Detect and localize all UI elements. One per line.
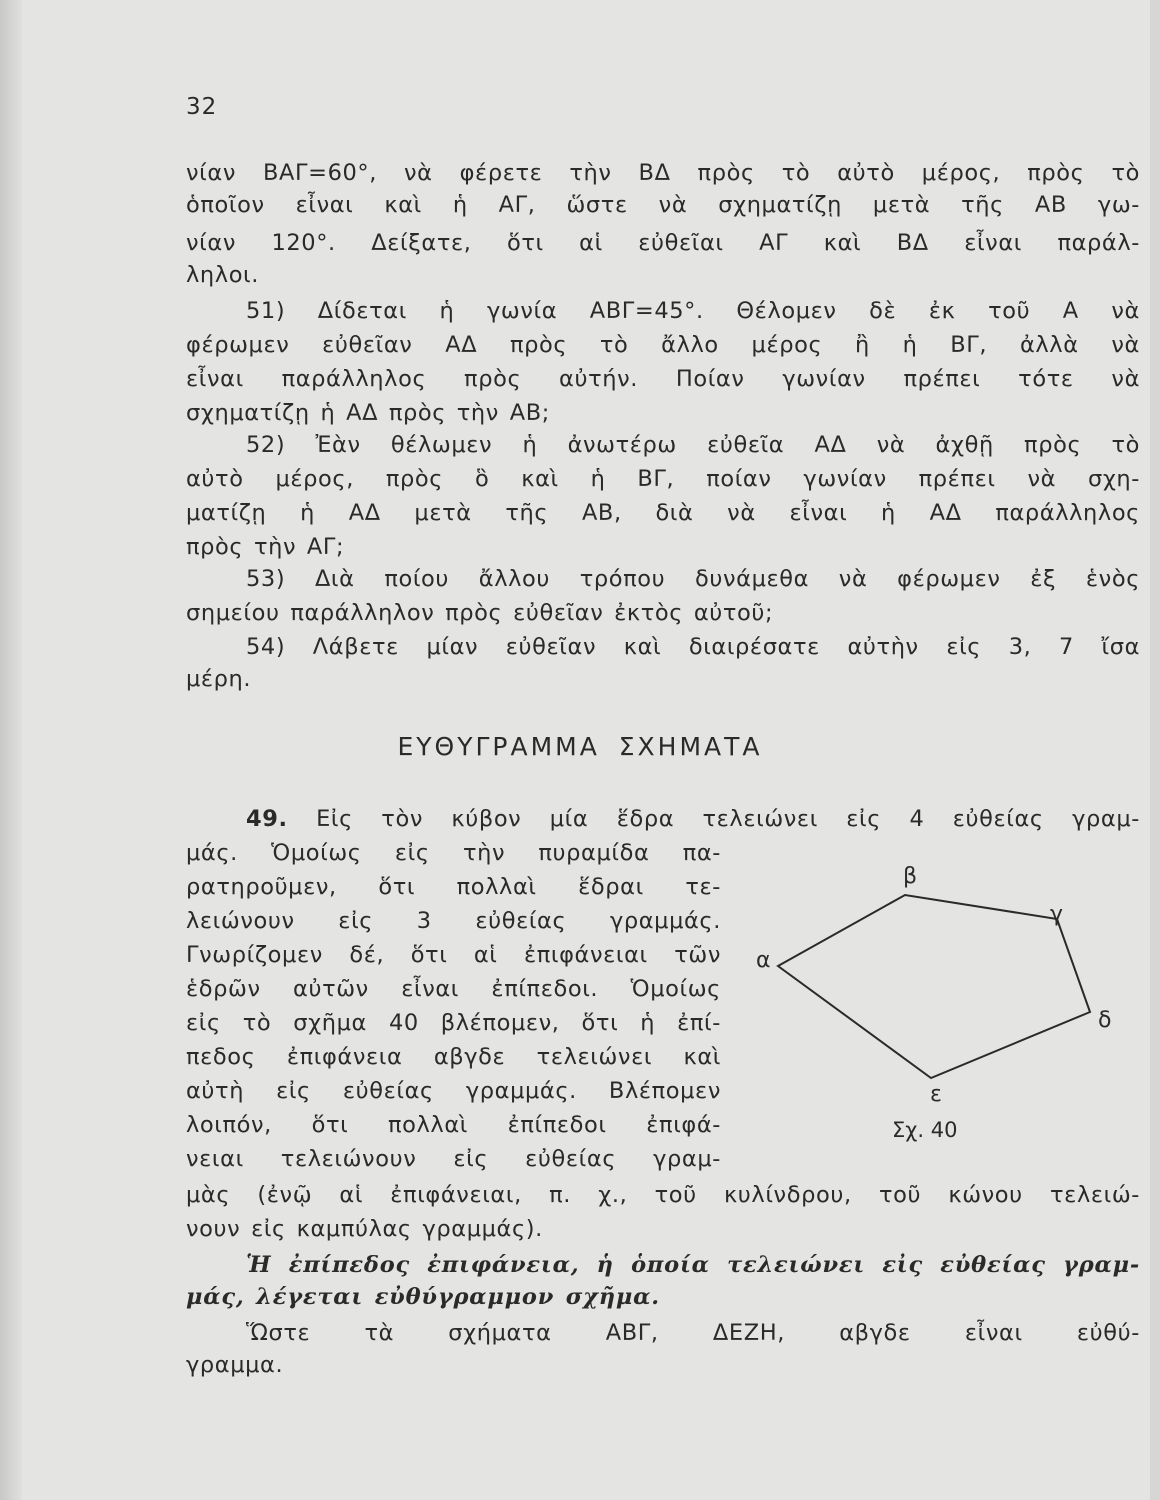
text-line: ρατηροῦμεν, ὅτι πολλαὶ ἕδραι τε-	[186, 874, 721, 900]
text-line: φέρωμεν εὐθεῖαν ΑΔ πρὸς τὸ ἄλλο μέρος ἢ ἡ ΒΓ, ἀλλὰ νὰ	[186, 332, 1140, 358]
text-line: πρὸς τὴν ΑΓ;	[186, 534, 345, 560]
text-line: πεδος ἐπιφάνεια αβγδε τελειώνει καὶ	[186, 1044, 721, 1070]
text-line: νουν εἰς καμπύλας γραμμάς).	[186, 1216, 543, 1242]
closing-text: γραμμα.	[186, 1352, 284, 1378]
vertex-label-gamma: γ	[1050, 902, 1064, 927]
exercise-53: 53) Διὰ ποίου ἄλλου τρόπου δυνάμεθα νὰ φέρωμεν ἐξ ἑνὸς	[246, 566, 1140, 592]
text-line: σχηματίζῃ ἡ ΑΔ πρὸς τὴν ΑΒ;	[186, 400, 550, 426]
text-line: εἶναι παράλληλος πρὸς αὐτήν. Ποίαν γωνίαν πρέπει τότε νὰ	[186, 366, 1140, 392]
item-49-first-line	[246, 804, 1140, 834]
exercise-51: 51) Δίδεται ἡ γωνία ΑΒΓ=45°. Θέλομεν δὲ ἐκ τοῦ Α νὰ	[246, 298, 1140, 324]
text-line: Γνωρίζομεν δέ, ὅτι αἱ ἐπιφάνειαι τῶν	[186, 942, 721, 968]
text-line: νίαν 120°. Δείξατε, ὅτι αἱ εὐθεῖαι ΑΓ καὶ ΒΔ εἶναι παράλ-	[186, 230, 1140, 256]
text-line: ἑδρῶν αὐτῶν εἶναι ἐπίπεδοι. Ὁμοίως	[186, 976, 721, 1002]
vertex-label-beta: β	[903, 864, 918, 889]
text-line: μέρη.	[186, 666, 252, 692]
text-line: ὁποῖον εἶναι καὶ ἡ ΑΓ, ὥστε νὰ σχηματίζῃ μετὰ τῆς ΑΒ γω-	[186, 192, 1140, 218]
text-line: εἰς τὸ σχῆμα 40 βλέπομεν, ὅτι ἡ ἐπί-	[186, 1010, 721, 1036]
text-line: μάς. Ὁμοίως εἰς τὴν πυραμίδα πα-	[186, 840, 721, 866]
text-line: νίαν ΒΑΓ=60°, νὰ φέρετε τὴν ΒΔ πρὸς τὸ αὐτὸ μέρος, πρὸς τὸ	[186, 160, 1140, 186]
text-line: σημείου παράλληλον πρὸς εὐθεῖαν ἐκτὸς αὐτοῦ;	[186, 600, 774, 626]
text-line: ματίζῃ ἡ ΑΔ μετὰ τῆς ΑΒ, διὰ νὰ εἶναι ἡ ΑΔ παράλληλος	[186, 500, 1140, 526]
item-number: 49.	[246, 806, 288, 832]
figure-caption: Σχ. 40	[892, 1118, 958, 1142]
pentagon-shape	[778, 895, 1090, 1078]
definition-text: Ἡ ἐπίπεδος ἐπιφάνεια, ἡ ὁποία τελειώνει εἰς εὐθείας γραμ-	[246, 1252, 1140, 1278]
text-line: λειώνουν εἰς 3 εὐθείας γραμμάς.	[186, 908, 721, 934]
closing-text: Ὥστε τὰ σχήματα ΑΒΓ, ΔΕΖΗ, αβγδε εἶναι εὐθύ-	[246, 1320, 1140, 1346]
exercise-54: 54) Λάβετε μίαν εὐθεῖαν καὶ διαιρέσατε αὐτὴν εἰς 3, 7 ἴσα	[246, 634, 1140, 660]
text-line: λοιπόν, ὅτι πολλαὶ ἐπίπεδοι ἐπιφά-	[186, 1112, 721, 1138]
text-line: ληλοι.	[186, 262, 260, 288]
section-title: ΕΥΘΥΓΡΑΜΜΑ ΣΧΗΜΑΤΑ	[397, 732, 763, 761]
exercise-52: 52) Ἐὰν θέλωμεν ἡ ἀνωτέρω εὐθεῖα ΑΔ νὰ ἀχθῇ πρὸς τὸ	[246, 432, 1140, 458]
vertex-label-epsilon: ε	[930, 1082, 942, 1107]
text-line: μὰς (ἐνῷ αἱ ἐπιφάνειαι, π. χ., τοῦ κυλίνδρου, τοῦ κώνου τελειώ-	[186, 1182, 1140, 1208]
vertex-label-alpha: α	[756, 948, 771, 973]
definition-text: μάς, λέγεται εὐθύγραμμον σχῆμα.	[186, 1284, 660, 1310]
page-number: 32	[186, 94, 218, 120]
text-line: νειαι τελειώνουν εἰς εὐθείας γραμ-	[186, 1146, 721, 1172]
item-text: Εἰς τὸν κύβον μία ἕδρα τελειώνει εἰς 4 εὐθείας γραμ-	[316, 806, 1140, 832]
text-line: αὐτὴ εἰς εὐθείας γραμμάς. Βλέπομεν	[186, 1078, 721, 1104]
vertex-label-delta: δ	[1098, 1008, 1112, 1033]
text-line: αὐτὸ μέρος, πρὸς ὃ καὶ ἡ ΒΓ, ποίαν γωνίαν πρέπει νὰ σχη-	[186, 466, 1140, 492]
